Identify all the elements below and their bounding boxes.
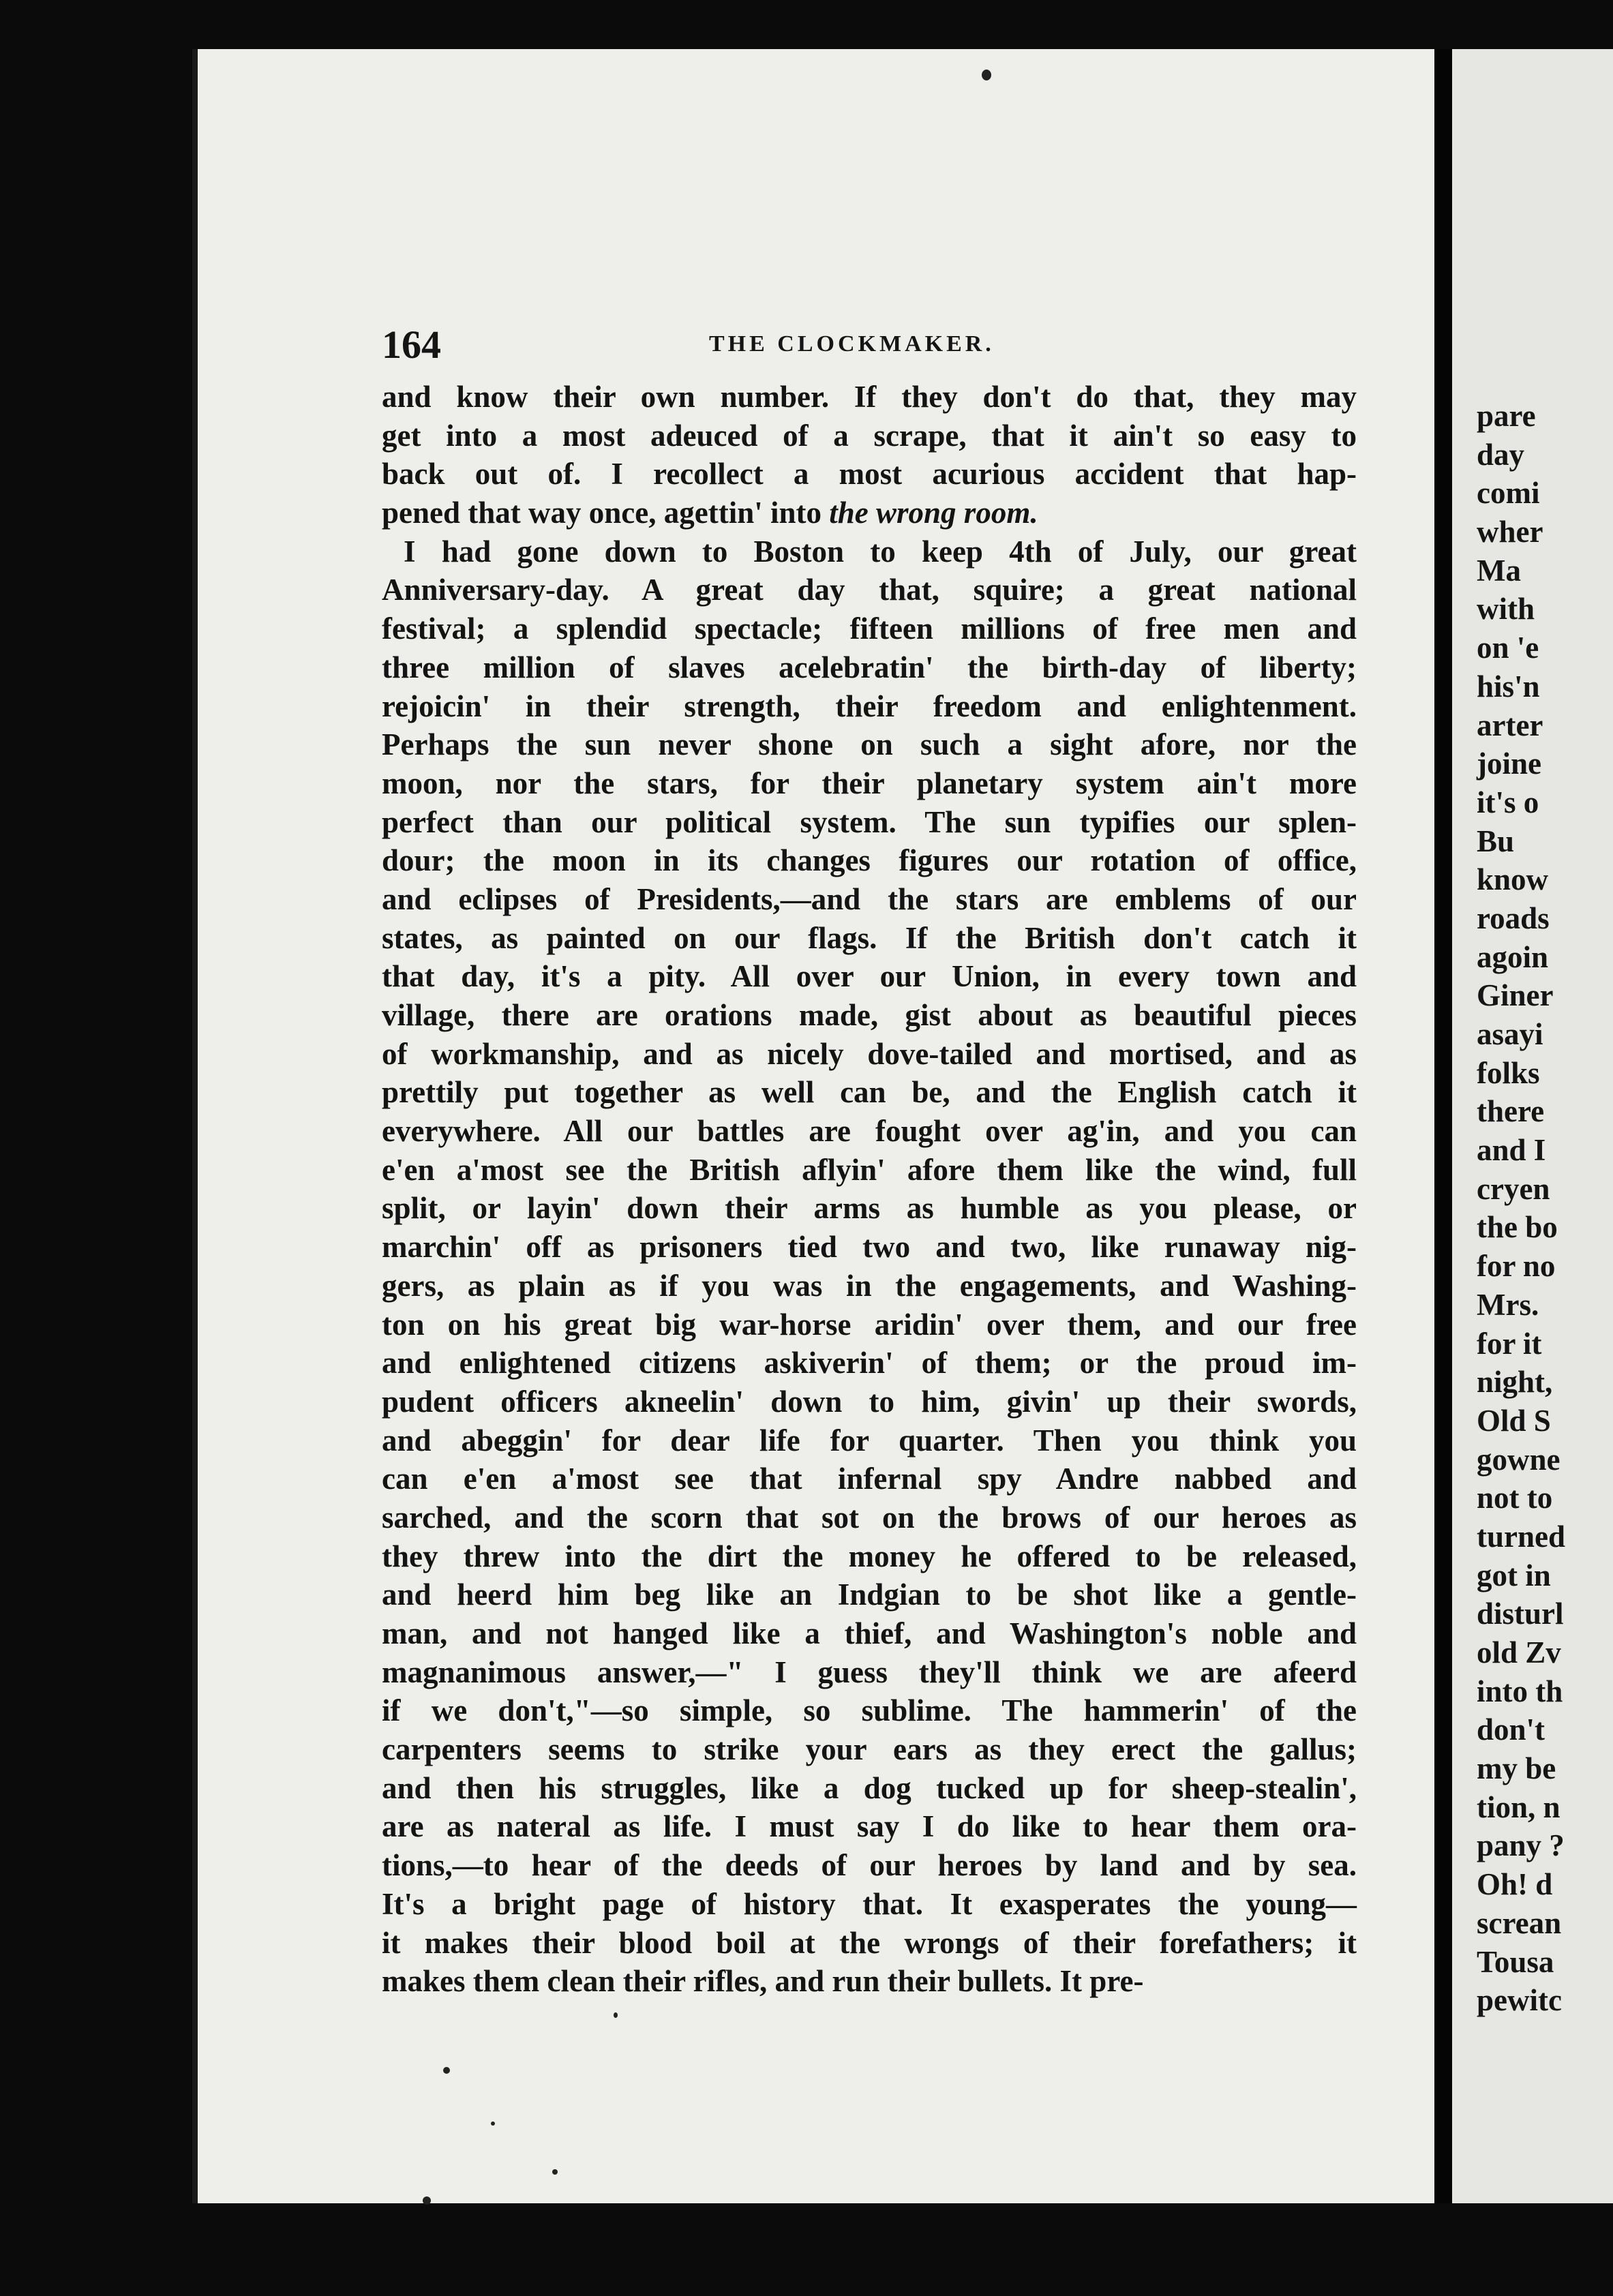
text-line: and heerd him beg like an Indgian to be shot like a gentle- [382, 1577, 1357, 1612]
facing-page-line: comi [1477, 476, 1540, 511]
text-line [382, 494, 1357, 532]
ink-speck [491, 2121, 495, 2126]
facing-page-line: pewitc [1477, 1983, 1562, 2018]
text-line: can e'en a'most see that infernal spy Andre nabbed and [382, 1462, 1357, 1496]
page-gutter [1434, 49, 1452, 2203]
facing-page-line: my be [1477, 1751, 1556, 1786]
text-line: and then his struggles, like a dog tucked up for sheep-stealin', [382, 1770, 1357, 1805]
facing-page-line: not to [1477, 1481, 1553, 1515]
facing-page-line: arter [1477, 708, 1543, 742]
text-line: pudent officers akneelin' down to him, givin' up their swords, [382, 1384, 1357, 1419]
text-line: makes them clean their rifles, and run their bullets. It pre- [382, 1964, 1144, 1999]
text-line: gers, as plain as if you was in the engagements, and Washing- [382, 1268, 1357, 1303]
book-page [192, 49, 1440, 2203]
facing-page-line: folks [1477, 1055, 1540, 1090]
facing-page-line: pany ? [1477, 1828, 1565, 1863]
facing-page-line: got in [1477, 1558, 1551, 1592]
facing-page-line: roads [1477, 901, 1550, 935]
body-text [382, 378, 1357, 2001]
facing-page-line: Ma [1477, 553, 1521, 588]
text-line: states, as painted on our flags. If the British don't catch it [382, 920, 1357, 955]
text-line: and enlightened citizens askiverin' of them; or the proud im- [382, 1346, 1357, 1380]
ink-speck [552, 2169, 558, 2175]
facing-page-line: day [1477, 437, 1525, 472]
text-line: get into a most adeuced of a scrape, that it ain't so easy to [382, 418, 1357, 453]
running-head: THE CLOCKMAKER. [709, 331, 995, 357]
facing-page-line: disturl [1477, 1597, 1564, 1631]
text-line: e'en a'most see the British aflyin' afore them like the wind, full [382, 1152, 1357, 1187]
ink-speck [443, 2067, 450, 2074]
facing-page [1452, 49, 1613, 2203]
text-line: marchin' off as prisoners tied two and two, like runaway nig- [382, 1230, 1357, 1265]
text-line: Perhaps the sun never shone on such a sight afore, nor the [382, 727, 1357, 762]
text-line: three million of slaves acelebratin' the birth-day of liberty; [382, 650, 1357, 684]
facing-page-line: Bu [1477, 824, 1515, 858]
facing-page-line: old Zv [1477, 1635, 1561, 1670]
text-line: that day, it's a pity. All over our Union, in every town and [382, 959, 1357, 994]
text-line: It's a bright page of history that. It exasperates the young— [382, 1886, 1357, 1921]
text-line: carpenters seems to strike your ears as they erect the gallus; [382, 1732, 1357, 1767]
page-header [382, 322, 1268, 369]
text-line: prettily put together as well can be, and the English catch it [382, 1075, 1357, 1110]
facing-page-line: Old S [1477, 1403, 1551, 1438]
text-line: festival; a splendid spectacle; fifteen millions of free men and [382, 611, 1357, 646]
facing-page-text [1452, 397, 1565, 2020]
text-line: back out of. I recollect a most acurious accident that hap- [382, 457, 1357, 492]
facing-page-line: on 'e [1477, 631, 1539, 665]
facing-page-line: for it [1477, 1326, 1542, 1361]
facing-page-line: wher [1477, 515, 1543, 549]
text-line: and eclipses of Presidents,—and the stars are emblems of our [382, 881, 1357, 916]
facing-page-line: turned [1477, 1519, 1566, 1554]
text-line: are as nateral as life. I must say I do like to hear them ora- [382, 1809, 1357, 1844]
text-line: and abeggin' for dear life for quarter. Then you think you [382, 1423, 1357, 1457]
facing-page-line: it's o [1477, 785, 1539, 819]
text-line: it makes their blood boil at the wrongs of their forefathers; it [382, 1925, 1357, 1960]
facing-page-line: and I [1477, 1133, 1546, 1168]
text-line: dour; the moon in its changes figures our rotation of office, [382, 843, 1357, 878]
text-line: rejoicin' in their strength, their freedom and enlightenment. [382, 689, 1357, 723]
facing-page-line: joine [1477, 746, 1541, 781]
paragraph-start-line: I had gone down to Boston to keep 4th of July, our great [404, 534, 1357, 569]
facing-page-line: cryen [1477, 1171, 1550, 1206]
ink-speck [423, 2196, 431, 2205]
page-number: 164 [382, 322, 441, 367]
facing-page-line: the bo [1477, 1210, 1558, 1245]
text-line: and know their own number. If they don't do that, they may [382, 380, 1357, 414]
facing-page-line: there [1477, 1094, 1545, 1129]
text-line: ton on his great big war-horse aridin' over them, and our free [382, 1307, 1357, 1342]
italic-phrase: the wrong room. [829, 496, 1038, 530]
ink-speck [982, 70, 991, 80]
facing-page-line: into th [1477, 1674, 1563, 1708]
text-line-start: pened that way once, agettin' into [382, 496, 830, 530]
text-line: tions,—to hear of the deeds of our heroes by land and by sea. [382, 1848, 1357, 1883]
facing-page-line: for no [1477, 1249, 1556, 1284]
facing-page-line: screan [1477, 1905, 1562, 1940]
text-line: Anniversary-day. A great day that, squire; a great national [382, 573, 1357, 607]
text-line: they threw into the dirt the money he offered to be released, [382, 1539, 1357, 1573]
text-line: everywhere. All our battles are fought over ag'in, and you can [382, 1114, 1357, 1149]
facing-page-line: pare [1477, 399, 1536, 433]
facing-page-line: Giner [1477, 978, 1554, 1013]
text-line: village, there are orations made, gist about as beautiful pieces [382, 998, 1357, 1032]
facing-page-line: night, [1477, 1365, 1553, 1400]
facing-page-line: Mrs. [1477, 1287, 1539, 1322]
ink-speck [614, 2012, 618, 2018]
facing-page-line: asayi [1477, 1017, 1543, 1051]
facing-page-line: Tousa [1477, 1944, 1554, 1979]
text-line: of workmanship, and as nicely dove-tailed and mortised, and as [382, 1036, 1357, 1071]
text-line: man, and not hanged like a thief, and Washington's noble and [382, 1616, 1357, 1650]
facing-page-line: know [1477, 862, 1549, 897]
text-line: sarched, and the scorn that sot on the brows of our heroes as [382, 1500, 1357, 1535]
facing-page-line: tion, n [1477, 1789, 1561, 1824]
text-line: perfect than our political system. The sun typifies our splen- [382, 804, 1357, 839]
text-line: split, or layin' down their arms as humble as you please, or [382, 1191, 1357, 1226]
text-line: if we don't,"—so simple, so sublime. The hammerin' of the [382, 1693, 1357, 1728]
facing-page-line: don't [1477, 1712, 1546, 1747]
text-line: moon, nor the stars, for their planetary system ain't more [382, 766, 1357, 800]
facing-page-line: with [1477, 592, 1535, 626]
facing-page-line: gowne [1477, 1442, 1561, 1477]
text-line: magnanimous answer,—" I guess they'll think we are afeerd [382, 1655, 1357, 1689]
facing-page-line: Oh! d [1477, 1867, 1553, 1902]
facing-page-line: his'n [1477, 669, 1540, 704]
facing-page-line: agoin [1477, 939, 1549, 974]
